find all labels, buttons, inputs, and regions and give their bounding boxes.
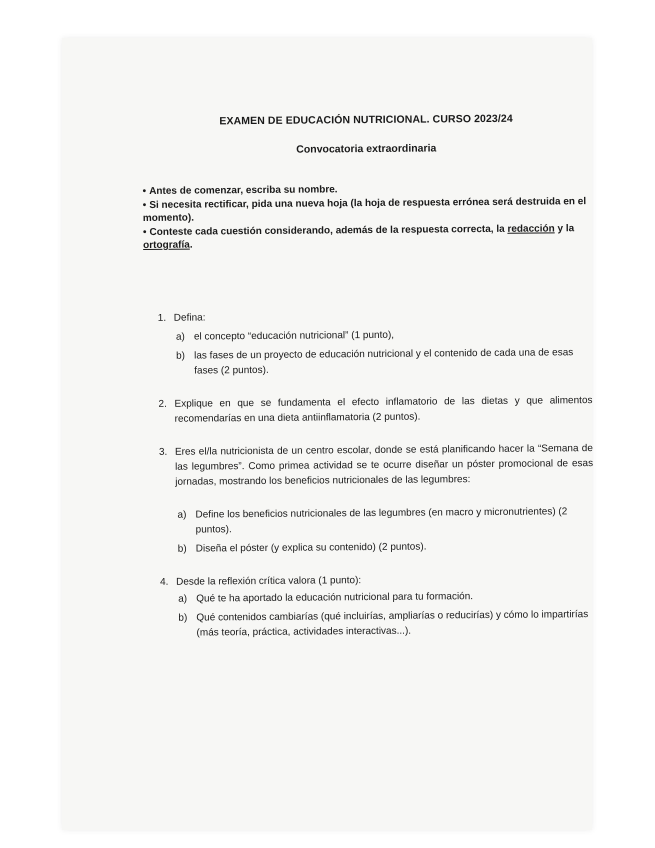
- question-text: Explique en que se fundamenta el efecto inflamatorio de las dietas y que alimentos recomendarías en una dieta antiinflamatoria (2 puntos).: [174, 394, 593, 425]
- instruction-text: Conteste cada cuestión considerando, además de la respuesta correcta, la: [149, 223, 505, 238]
- question-text: Eres el/la nutricionista de un centro escolar, donde se está planificando hacer la “Semana de las legumbres”. Como primea actividad se te ocurre diseñar un póster promocional de esas jornadas, mostrando los beneficios nutricionales de las legumbres:: [174, 442, 594, 488]
- subquestion-list: [175, 504, 593, 557]
- question-number: 2.: [158, 398, 167, 410]
- subquestion-item: [174, 326, 592, 345]
- question-number: 1.: [157, 312, 167, 324]
- subquestion-text: Qué te ha aportado la educación nutricional para tu formación.: [196, 590, 474, 605]
- instruction-text: .: [189, 239, 193, 251]
- instruction-item: [143, 195, 591, 226]
- question-item: [144, 307, 593, 379]
- subquestion-letter: a): [177, 509, 187, 521]
- instruction-item: [143, 222, 591, 253]
- bullet-icon: •: [142, 199, 147, 211]
- subquestion-item: [175, 504, 593, 538]
- subquestion-letter: a): [175, 331, 185, 343]
- questions-list: [144, 307, 595, 641]
- instruction-text: Antes de comenzar, escriba su nombre.: [149, 184, 338, 197]
- subquestion-item: [176, 538, 594, 557]
- instruction-text: y la: [557, 222, 575, 234]
- subquestion-text: Qué contenidos cambiarías (qué incluirías, ampliarías o reducirías) y cómo lo impartirías (más teoría, práctica, actividades interactivas...).: [196, 608, 589, 639]
- question-text: Desde la reflexión crítica valora (1 punto):: [176, 574, 362, 588]
- instruction-text: Si necesita rectificar, pida una nueva hoja (la hoja de respuesta errónea será destruida en el momento).: [142, 195, 587, 224]
- subquestion-letter: a): [178, 593, 188, 605]
- exam-content: [142, 112, 595, 658]
- underlined-word-ortografia: ortografía: [143, 239, 190, 251]
- question-number: 4.: [160, 576, 169, 588]
- subquestion-item: [174, 345, 592, 379]
- subquestion-list: [176, 588, 594, 641]
- instructions-list: [143, 181, 592, 252]
- subquestion-letter: b): [176, 350, 186, 362]
- subquestion-item: [176, 588, 594, 607]
- question-number: 3.: [158, 446, 168, 458]
- question-item: [145, 441, 594, 557]
- subquestion-text: Diseña el póster (y explica su contenido) (2 puntos).: [195, 541, 427, 555]
- subquestion-text: Define los beneficios nutricionales de las legumbres (en macro y micronutrientes) (2 puntos).: [195, 505, 568, 536]
- question-item: [144, 393, 592, 427]
- bullet-icon: •: [142, 226, 147, 238]
- subquestion-letter: b): [177, 543, 187, 555]
- question-item: [146, 571, 595, 641]
- subquestion-text: el concepto “educación nutricional” (1 punto),: [193, 329, 395, 343]
- subquestion-letter: b): [178, 612, 188, 624]
- underlined-word-redaccion: redacción: [507, 222, 555, 235]
- subquestion-text: las fases de un proyecto de educación nutricional y el contenido de cada una de esas fases (2 puntos).: [194, 346, 574, 377]
- exam-subtitle: Convocatoria extraordinaria: [296, 142, 437, 156]
- subquestion-item: [176, 607, 594, 641]
- bullet-icon: •: [142, 185, 147, 197]
- question-text: Defina:: [173, 311, 206, 324]
- exam-title: EXAMEN DE EDUCACIÓN NUTRICIONAL. CURSO 2023/24: [219, 112, 513, 128]
- subquestion-list: [174, 326, 592, 379]
- exam-sheet: [62, 38, 592, 830]
